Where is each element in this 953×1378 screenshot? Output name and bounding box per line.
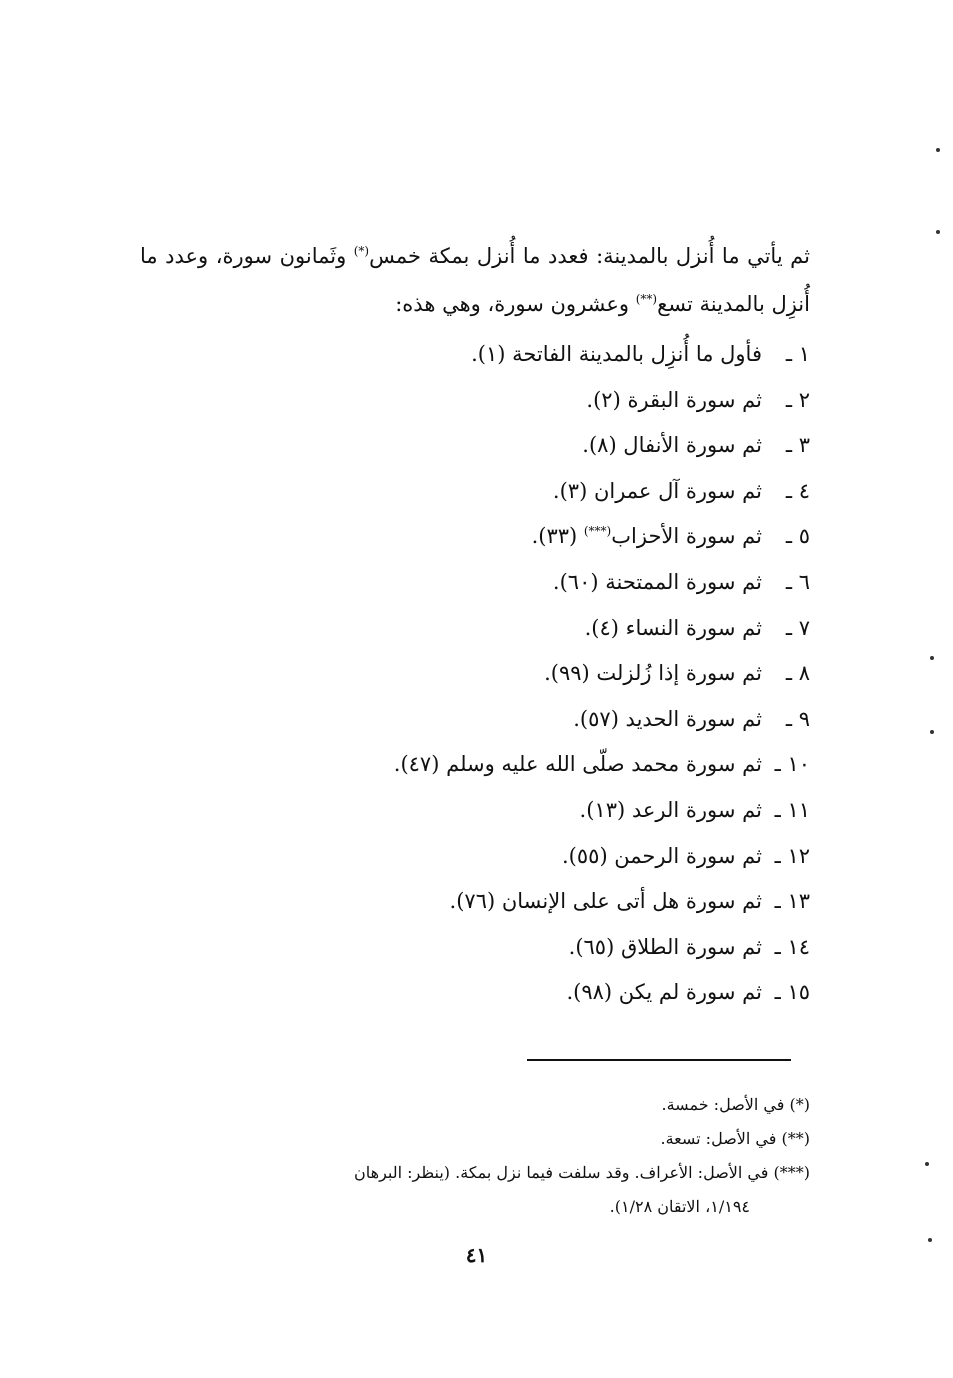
item-text: ثم سورة آل عمران (٣).: [552, 478, 762, 503]
list-item: [140, 514, 810, 560]
item-text: ثم سورة الممتحنة (٦٠).: [552, 569, 762, 594]
list-item: [140, 925, 810, 971]
item-text: ثم سورة الرحمن (٥٥).: [562, 843, 762, 868]
item-text: ثم سورة لم يكن (٩٨).: [566, 980, 762, 1005]
item-number: ١٤ ـ: [774, 934, 810, 959]
item-number: ١ ـ: [785, 342, 810, 366]
footnotes: [140, 1088, 810, 1224]
footnote-mark: (***): [773, 1163, 810, 1182]
footnote: [140, 1122, 810, 1156]
item-text: ثم سورة إذا زُلزلت (٩٩).: [544, 661, 762, 686]
footnote-text: في الأصل: الأعراف. وقد سلفت فيما نزل بمكة. (ينظر: البرهان: [354, 1163, 769, 1182]
item-number: ٢ ـ: [785, 387, 810, 412]
intro-line1: ثم يأتي ما أُنزل بالمدينة: فعدد ما أُنزل بمكة خمس: [369, 244, 810, 268]
item-number: ٥ ـ: [785, 524, 810, 549]
list-item: [140, 742, 810, 788]
intro-line2: سورة، وعدد ما أُنزِل بالمدينة تسع: [140, 244, 810, 316]
footnote-text: في الأصل: خمسة.: [661, 1095, 785, 1114]
item-text: فأول ما أُنزِل بالمدينة الفاتحة (١).: [471, 342, 762, 366]
scan-speck: [930, 730, 934, 734]
list-item: [140, 332, 810, 378]
footnote-text: في الأصل: تسعة.: [660, 1129, 777, 1148]
footnote-ref-3: (***): [583, 524, 612, 539]
footnote-ref-2: (**): [635, 292, 658, 306]
scan-speck: [928, 1238, 932, 1242]
item-text: ثم سورة هل أتى على الإنسان (٧٦).: [449, 889, 762, 914]
list-item: [140, 606, 810, 652]
item-number: ١٣ ـ: [774, 889, 810, 914]
list-item: [140, 788, 810, 834]
list-item: [140, 423, 810, 469]
item-number: ٧ ـ: [785, 615, 810, 640]
item-number: ٤ ـ: [785, 478, 810, 503]
footnote-ref-1: (*): [353, 244, 370, 258]
item-text: ثم سورة الأنفال (٨).: [582, 433, 762, 458]
page-number: ٤١: [465, 1243, 488, 1267]
item-text: [532, 514, 762, 560]
item-text: ثم سورة الحديد (٥٧).: [573, 706, 762, 731]
list-item: [140, 879, 810, 925]
item-number: ٦ ـ: [785, 569, 810, 594]
list-item: [140, 834, 810, 880]
list-item: [140, 378, 810, 424]
item-number: ١١ ـ: [774, 797, 810, 822]
list-item: [140, 651, 810, 697]
item-number: ٣ ـ: [785, 433, 810, 458]
footnote-continuation: ١/١٩٤، الاتقان ١/٢٨).: [609, 1197, 750, 1216]
item-text: ثم سورة الرعد (١٣).: [579, 797, 762, 822]
scan-speck: [925, 1162, 929, 1166]
item-text: ثم سورة محمد صلّى الله عليه وسلم (٤٧).: [393, 752, 762, 777]
item-number: ١٠ ـ: [774, 752, 810, 777]
item-number: ٨ ـ: [785, 661, 810, 686]
item-number: ١٥ ـ: [774, 980, 810, 1005]
footnote-mark: (**): [781, 1129, 810, 1148]
item-text: ثم سورة البقرة (٢).: [586, 387, 762, 412]
scan-speck: [936, 230, 940, 234]
footnote-mark: (*): [789, 1095, 810, 1114]
footnote: [140, 1088, 810, 1122]
item-text: ثم سورة النساء (٤).: [584, 615, 762, 640]
item-text-start: ثم سورة الأحزاب: [611, 524, 762, 549]
footnote: [140, 1156, 810, 1190]
intro-line2-end: وعشرون سورة، وهي هذه:: [395, 292, 636, 316]
scan-speck: [936, 148, 940, 152]
intro-line1-end: وثَمانون: [279, 244, 354, 268]
item-text-end: (٣٣).: [531, 524, 584, 549]
list-item: [140, 469, 810, 515]
intro-paragraph: [140, 232, 810, 328]
list-item: [140, 697, 810, 743]
scan-speck: [930, 656, 934, 660]
item-text: ثم سورة الطلاق (٦٥).: [568, 934, 762, 959]
footnote-separator: [527, 1059, 791, 1061]
item-number: ١٢ ـ: [774, 843, 810, 868]
item-number: ٩ ـ: [785, 706, 810, 731]
list-item: [140, 970, 810, 1016]
surah-list: [140, 332, 810, 1016]
list-item: [140, 560, 810, 606]
